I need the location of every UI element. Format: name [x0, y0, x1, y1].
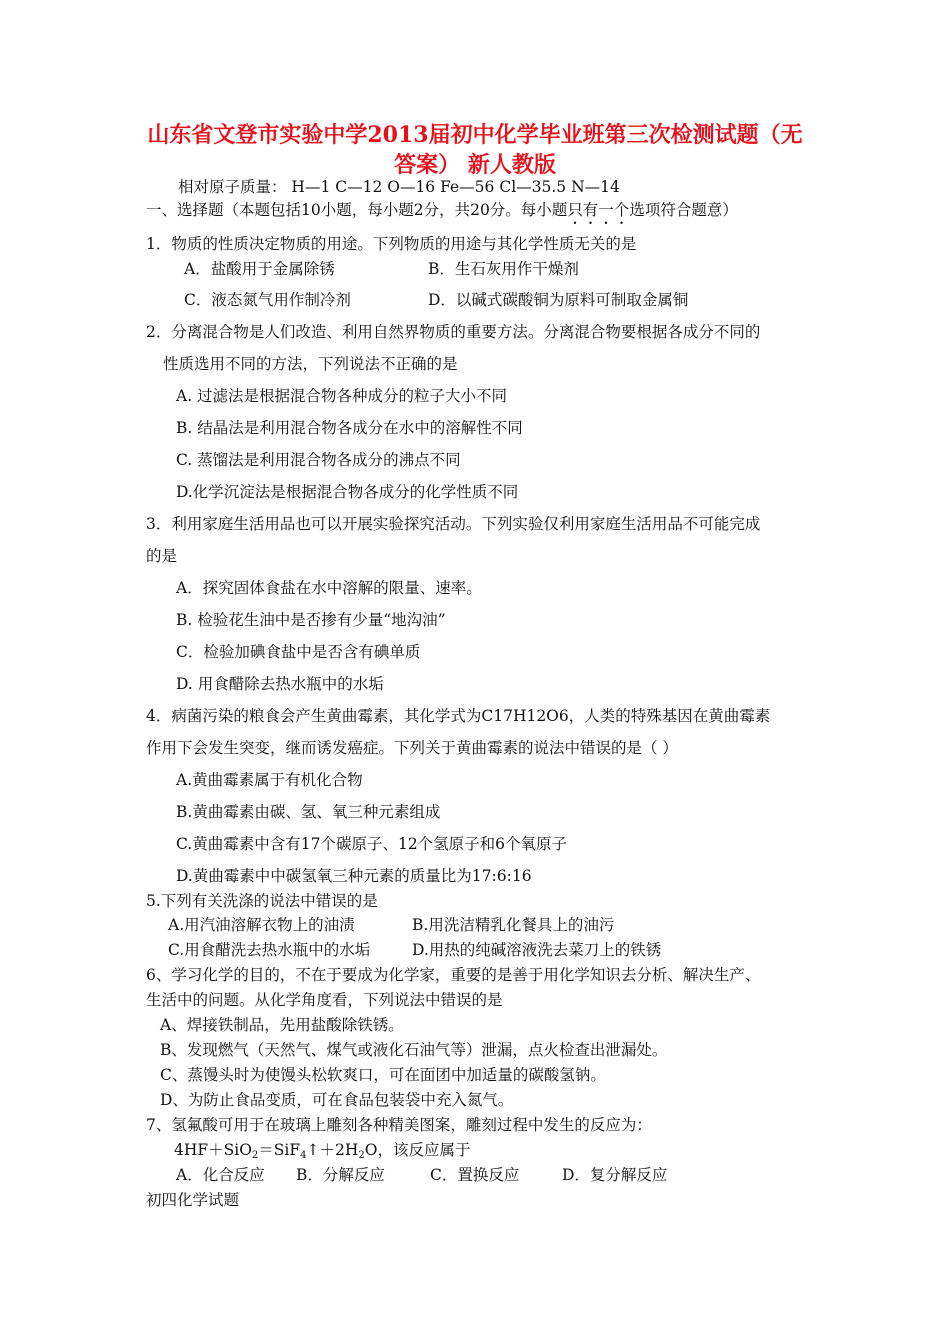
q3-stem-line2: 的是: [146, 547, 178, 565]
q6-stem-line1: 6、学习化学的目的，不在于要成为化学家，重要的是善于用化学知识去分析、解决生产、: [146, 966, 761, 984]
q7-equation-sub1: 2: [251, 1150, 259, 1161]
q5-option-a: A.用汽油溶解衣物上的油渍: [168, 916, 355, 934]
q7-option-b: B．分解反应: [296, 1166, 385, 1184]
q5-option-d: D.用热的纯碱溶液洗去菜刀上的铁锈: [412, 941, 662, 959]
document-title-line1: 山东省文登市实验中学2013届初中化学毕业班第三次检测试题（无: [147, 122, 803, 148]
q7-stem: 7、氢氟酸可用于在玻璃上雕刻各种精美图案，雕刻过程中发生的反应为：: [146, 1116, 652, 1134]
q7-equation-part1: 4HF＋SiO: [174, 1141, 252, 1159]
section-heading-emphasis: 只有一个: [567, 201, 630, 219]
q3-option-d: D. 用食醋除去热水瓶中的水垢: [176, 675, 384, 693]
q4-option-b: B.黄曲霉素由碳、氢、氧三种元素组成: [176, 803, 441, 821]
q1-option-d: D．以碱式碳酸铜为原料可制取金属铜: [428, 291, 689, 309]
q4-option-c: C.黄曲霉素中含有17个碳原子、12个氢原子和6个氧原子: [176, 835, 568, 853]
q2-stem-line2: 性质选用不同的方法，下列说法不正确的是: [163, 355, 458, 373]
q6-stem-line2: 生活中的问题。从化学角度看，下列说法中错误的是: [146, 991, 503, 1009]
q6-option-d: D、为防止食品变质，可在食品包装袋中充入氮气。: [160, 1091, 514, 1109]
q4-option-d: D.黄曲霉素中中碳氢氧三种元素的质量比为17:6:16: [176, 867, 532, 885]
section-heading-suffix: 选项符合题意）: [629, 201, 738, 219]
q4-stem-line2: 作用下会发生突变，继而诱发癌症。下列关于黄曲霉素的说法中错误的是（ ）: [146, 739, 678, 757]
q3-option-a: A．探究固体食盐在水中溶解的限量、速率。: [176, 579, 482, 597]
q7-equation-sub2: 4: [300, 1150, 307, 1161]
q2-option-b: B. 结晶法是利用混合物各成分在水中的溶解性不同: [176, 419, 523, 437]
q1-stem: 1．物质的性质决定物质的用途。下列物质的用途与其化学性质无关的是: [146, 235, 637, 253]
q3-option-c: C．检验加碘食盐中是否含有碘单质: [176, 643, 421, 661]
q7-equation-part4: O，该反应属于: [364, 1141, 471, 1159]
q2-option-d: D.化学沉淀法是根据混合物各成分的化学性质不同: [176, 483, 519, 501]
q4-option-a: A.黄曲霉素属于有机化合物: [176, 771, 363, 789]
q7-option-c: C．置换反应: [430, 1166, 520, 1184]
q6-option-c: C、蒸馒头时为使馒头松软爽口，可在面团中加适量的碳酸氢钠。: [160, 1066, 606, 1084]
q2-stem-line1: 2．分离混合物是人们改造、利用自然界物质的重要方法。分离混合物要根据各成分不同的: [146, 323, 761, 341]
q6-option-b: B、发现燃气（天然气、煤气或液化石油气等）泄漏，点火检查出泄漏处。: [160, 1041, 668, 1059]
q5-stem: 5.下列有关洗涤的说法中错误的是: [146, 892, 378, 910]
page-footer: 初四化学试题: [146, 1191, 240, 1209]
q7-option-d: D．复分解反应: [562, 1166, 668, 1184]
q7-equation-part3: ↑＋2H: [306, 1141, 359, 1159]
q5-option-c: C.用食醋洗去热水瓶中的水垢: [168, 941, 371, 959]
q7-equation-part2: ＝SiF: [258, 1141, 301, 1159]
q7-equation: [174, 1140, 470, 1160]
q2-option-a: A. 过滤法是根据混合物各种成分的粒子大小不同: [176, 387, 508, 405]
document-title-line2: 答案） 新人教版: [394, 152, 556, 178]
q1-option-a: A．盐酸用于金属除锈: [184, 260, 335, 278]
q3-stem-line1: 3．利用家庭生活用品也可以开展实验探究活动。下列实验仅利用家庭生活用品不可能完成: [146, 515, 761, 533]
section-heading: [146, 200, 738, 228]
q4-stem-line1: 4．病菌污染的粮食会产生黄曲霉素，其化学式为C17H12O6，人类的特殊基因在黄曲霉素: [146, 707, 771, 725]
q1-option-b: B．生石灰用作干燥剂: [428, 260, 579, 278]
section-heading-prefix: 一、选择题（本题包括10小题，每小题2分，共20分。每小题: [146, 201, 568, 219]
q3-option-b: B. 检验花生油中是否掺有少量“地沟油”: [176, 611, 446, 629]
q7-equation-sub3: 2: [358, 1150, 365, 1161]
q5-option-b: B.用洗洁精乳化餐具上的油污: [412, 916, 615, 934]
q2-option-c: C. 蒸馏法是利用混合物各成分的沸点不同: [176, 451, 461, 469]
q7-option-a: A．化合反应: [176, 1166, 265, 1184]
q6-option-a: A、焊接铁制品，先用盐酸除铁锈。: [160, 1016, 404, 1034]
atomic-mass-line: 相对原子质量： H—1 C—12 O—16 Fe—56 Cl—35.5 N—14: [178, 178, 620, 196]
q1-option-c: C．液态氮气用作制冷剂: [184, 291, 351, 309]
